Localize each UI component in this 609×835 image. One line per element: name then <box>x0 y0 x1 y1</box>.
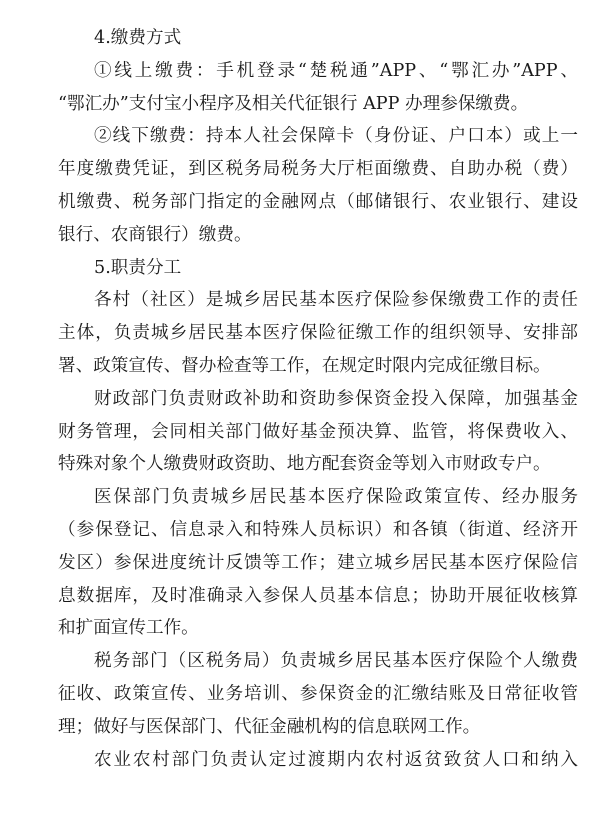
section-heading-responsibilities: 5.职责分工 <box>94 257 182 278</box>
paragraph-line: 主体，负责城乡居民基本医疗保险征缴工作的组织领导、安排部 <box>58 323 578 344</box>
paragraph-line: 医保部门负责城乡居民基本医疗保险政策宣传、经办服务 <box>94 487 578 508</box>
paragraph-line: ①线上缴费：手机登录“楚税通”APP、“鄂汇办”APP、 <box>94 60 578 81</box>
paragraph-line: 财务管理，会同相关部门做好基金预决算、监管，将保费收入、 <box>58 421 578 442</box>
document-page <box>58 22 578 776</box>
paragraph-line: 征收、政策宣传、业务培训、参保资金的汇缴结账及日常征收管 <box>58 683 578 704</box>
paragraph-line: 和扩面宣传工作。 <box>58 618 199 639</box>
paragraph-line: 署、政策宣传、督办检查等工作，在规定时限内完成征缴目标。 <box>58 355 551 376</box>
paragraph-line: “鄂汇办”支付宝小程序及相关代征银行 APP 办理参保缴费。 <box>58 93 529 114</box>
paragraph-line: 年度缴费凭证，到区税务局税务大厅柜面缴费、自助办税（费） <box>58 159 578 180</box>
paragraph-line: （参保登记、信息录入和特殊人员标识）和各镇（街道、经济开 <box>58 519 578 540</box>
paragraph-line: 理；做好与医保部门、代征金融机构的信息联网工作。 <box>58 716 481 737</box>
section-heading-payment-methods: 4.缴费方式 <box>94 28 182 48</box>
paragraph-line: 各村（社区）是城乡居民基本医疗保险参保缴费工作的责任 <box>94 290 578 311</box>
paragraph-line: ②线下缴费：持本人社会保障卡（身份证、户口本）或上一 <box>94 126 578 147</box>
paragraph-line: 息数据库，及时准确录入参保人员基本信息；协助开展征收核算 <box>58 585 578 606</box>
paragraph-line: 农业农村部门负责认定过渡期内农村返贫致贫人口和纳入 <box>94 749 578 770</box>
paragraph-line: 发区）参保进度统计反馈等工作；建立城乡居民基本医疗保险信 <box>58 552 578 573</box>
paragraph-line: 机缴费、税务部门指定的金融网点（邮储银行、农业银行、建设 <box>58 191 578 212</box>
paragraph-line: 银行、农商银行）缴费。 <box>58 224 252 245</box>
paragraph-line: 特殊对象个人缴费财政资助、地方配套资金等划入市财政专户。 <box>58 454 551 475</box>
paragraph-line: 税务部门（区税务局）负责城乡居民基本医疗保险个人缴费 <box>94 651 578 672</box>
paragraph-line: 财政部门负责财政补助和资助参保资金投入保障，加强基金 <box>94 388 578 409</box>
